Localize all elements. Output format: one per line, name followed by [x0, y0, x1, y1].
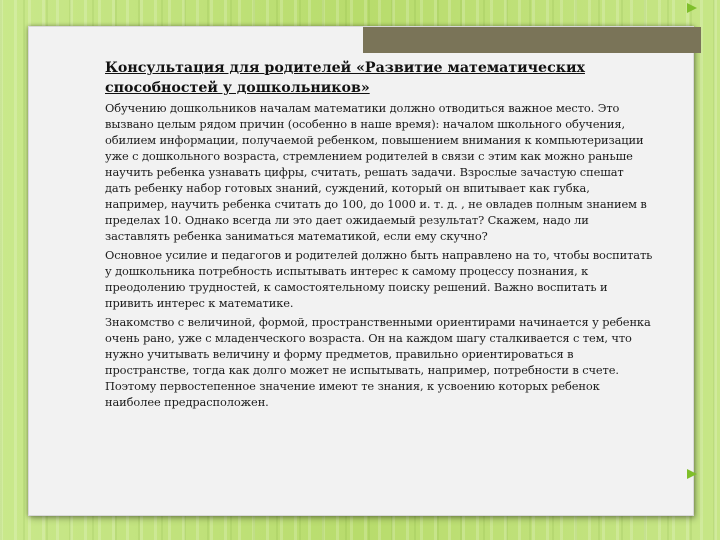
paragraph: Основное усилие и педагогов и родителей должно быть направлено на то, чтобы воспитать у дошкольника потребность испытывать интерес к самому процессу познания, к преодолению трудностей, к самостоятельному поиску решений. Важно воспитать и привить интерес к математике. — [105, 248, 653, 310]
accent-bar — [363, 27, 701, 53]
document-body — [105, 58, 653, 413]
paragraph: Обучению дошкольников началам математики должно отводиться важное место. Это вызвано целым рядом причин (особенно в наше время): началом школьного обучения, обилием информации, получаемой ребенком, повышением внимания к компьютеризации уже с дошкольного возраста, стремлением родителей в связи с этим как можно раньше научить ребенка узнавать цифры, считать, решать задачи. Взрослые зачастую спешат дать ребенку набор готовых знаний, суждений, который он впитывает как губка, например, научить ребенка считать до 100, до 1000 и. т. д. , не овладев полным знанием в пределах 10. Однако всегда ли это дает ожидаемый результат? Скажем, надо ли заставлять ребенка заниматься математикой, если ему скучно? — [105, 101, 647, 243]
bullet-triangle-icon — [686, 468, 698, 480]
bullet-triangle-icon — [686, 2, 698, 14]
document-title: Консультация для родителей «Развитие математических способностей у дошкольников» — [105, 60, 585, 96]
paragraph: Знакомство с величиной, формой, пространственными ориентирами начинается у ребенка очень рано, уже с младенческого возраста. Он на каждом шагу сталкивается с тем, что нужно учитывать величину и форму предметов, правильно ориентироваться в пространстве, тогда как долго может не испытывать, например, потребности в счете. Поэтому первостепенное значение имеют те знания, к усвоению которых ребенок наиболее предрасположен. — [105, 315, 651, 409]
